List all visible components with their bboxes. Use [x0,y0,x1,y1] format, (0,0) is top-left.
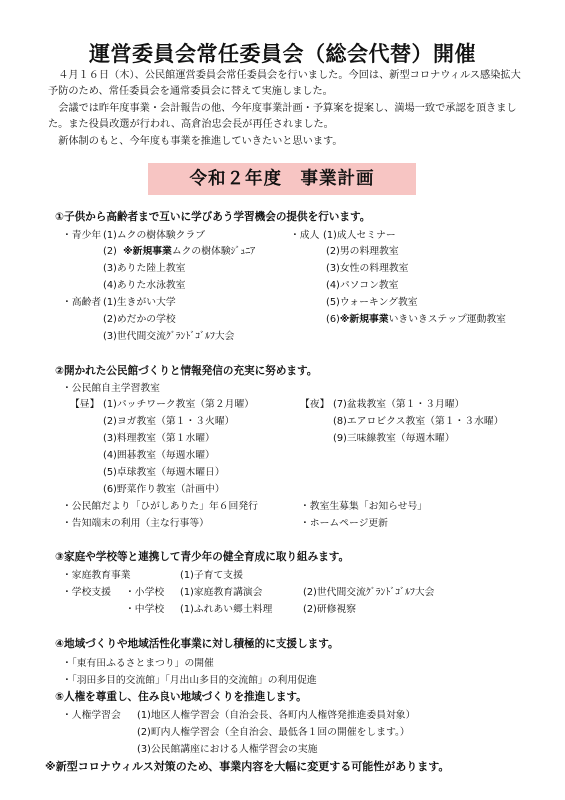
list-item: (2)研修視察 [303,604,357,615]
new-project-badge: ※新規事業 [123,246,172,257]
list-item: (1)生きがい大学 [103,297,176,308]
item-text: いきいきステップ運動教室 [388,314,506,325]
list-item: (5)卓球教室（毎週木曜日） [103,467,225,478]
home-education-label: ・家庭教育事業 [62,570,131,581]
day-label: 【昼】 [70,399,100,410]
list-item: (6)野菜作り教室（計画中） [103,484,225,495]
list-item: (4)ありた水泳教室 [103,280,186,291]
list-item: ・告知端末の利用（主な行事等） [62,518,209,529]
list-item: (3)ありた陸上教室 [103,263,186,274]
youth-label: ・青少年 [62,230,102,241]
page-title: 運営委員会常任委員会（総会代替）開催 [89,42,476,66]
list-item: (3)公民館講座における人権学習会の実施 [137,744,318,755]
item-number: (2) [103,246,117,257]
list-item: ・ホームページ更新 [300,518,388,529]
list-item: (9)三味線教室（毎週木曜） [333,433,455,444]
list-item: (1)地区人権学習会（自治会長、各町内人権啓発推進委員対象） [137,710,416,721]
list-item [326,311,506,325]
intro-paragraph-1: ４月１６日（木）、公民館運営委員会常任委員会を行いました。今回は、新型コロナウィルス感染拡大予防のため、常任委員会を通常委員会に替えて実施しました。 [48,70,521,97]
list-item: (1)ふれあい郷土料理 [180,604,273,615]
list-item: (2)町内人権学習会（全自治会、最低各１回の開催をします。） [137,727,410,738]
list-item: (4)パソコン教室 [326,280,399,291]
list-item: (3)女性の料理教室 [326,263,409,274]
list-item: (1)パッチワーク教室（第２月曜） [103,399,255,410]
footer-note: ※新型コロナウィルス対策のため、事業内容を大幅に変更する可能性があります。 [45,760,450,773]
list-item [103,243,255,257]
list-item: (1)ムクの樹体験クラブ [103,230,206,241]
list-item: (8)エアロビクス教室（第１・３水曜） [333,416,504,427]
section-2-heading: ②開かれた公民館づくりと情報発信の充実に努めます。 [55,365,318,377]
list-item: (4)囲碁教室（毎週水曜） [103,450,215,461]
elementary-label: ・小学校 [125,587,165,598]
list-item: (2)男の料理教室 [326,246,399,257]
list-item: ・公民館だより「ひがしありた」年６回発行 [62,501,258,512]
adult-label: ・成人 [290,230,320,241]
list-item: ・「羽田多目的交流館」「月出山多目的交流館」の利用促進 [62,675,317,686]
list-item: (3)世代間交流ｸﾞﾗﾝﾄﾞｺﾞﾙﾌ大会 [103,331,235,342]
section-5-heading: ⑤人権を尊重し、住み良い地域づくりを推進します。 [55,691,307,703]
list-item: (7)盆栽教室（第１・３月曜） [333,399,465,410]
section-1-heading: ①子供から高齢者まで互いに学びあう学習機会の提供を行います。 [55,211,371,223]
item-text: ムクの樹体験ｼﾞｭﾆｱ [171,246,256,257]
new-project-badge: ※新規事業 [339,314,389,325]
list-item: ・「東有田ふるさとまつり」の開催 [62,658,214,669]
middle-school-label: ・中学校 [125,604,165,615]
elder-label: ・高齢者 [62,297,102,308]
human-rights-label: ・人権学習会 [62,710,121,721]
list-item: (5)ウォーキング教室 [326,297,418,308]
list-item: (2)ヨガ教室（第１・３火曜） [103,416,235,427]
night-label: 【夜】 [300,399,330,410]
list-item: (2)世代間交流ｸﾞﾗﾝﾄﾞｺﾞﾙﾌ大会 [303,587,435,598]
section-3-heading: ③家庭や学校等と連携して青少年の健全育成に取り組みます。 [55,551,350,563]
plan-banner: 令和２年度 事業計画 [148,163,416,195]
list-item: (2)めだかの学校 [103,314,176,325]
section-4-heading: ④地域づくりや地域活性化事業に対し積極的に支援します。 [55,638,339,650]
intro-paragraph-2: 会議では昨年度事業・会計報告の他、今年度事業計画・予算案を提案し、満場一致で承認を頂きました。また役員改選が行われ、高倉治忠会長が再任されました。 [48,103,517,130]
self-study-label: ・公民館自主学習教室 [62,383,160,394]
intro-paragraph-3: 新体制のもと、今年度も事業を推進していきたいと思います。 [58,136,343,147]
list-item: (1)子育て支援 [180,570,243,581]
list-item: ・教室生募集「お知らせ号」 [300,501,428,512]
school-support-label: ・学校支援 [62,587,111,598]
item-number: (6) [326,314,340,325]
list-item: (1)成人セミナー [323,230,396,241]
list-item: (3)料理教室（第１水曜） [103,433,215,444]
list-item: (1)家庭教育講演会 [180,587,263,598]
